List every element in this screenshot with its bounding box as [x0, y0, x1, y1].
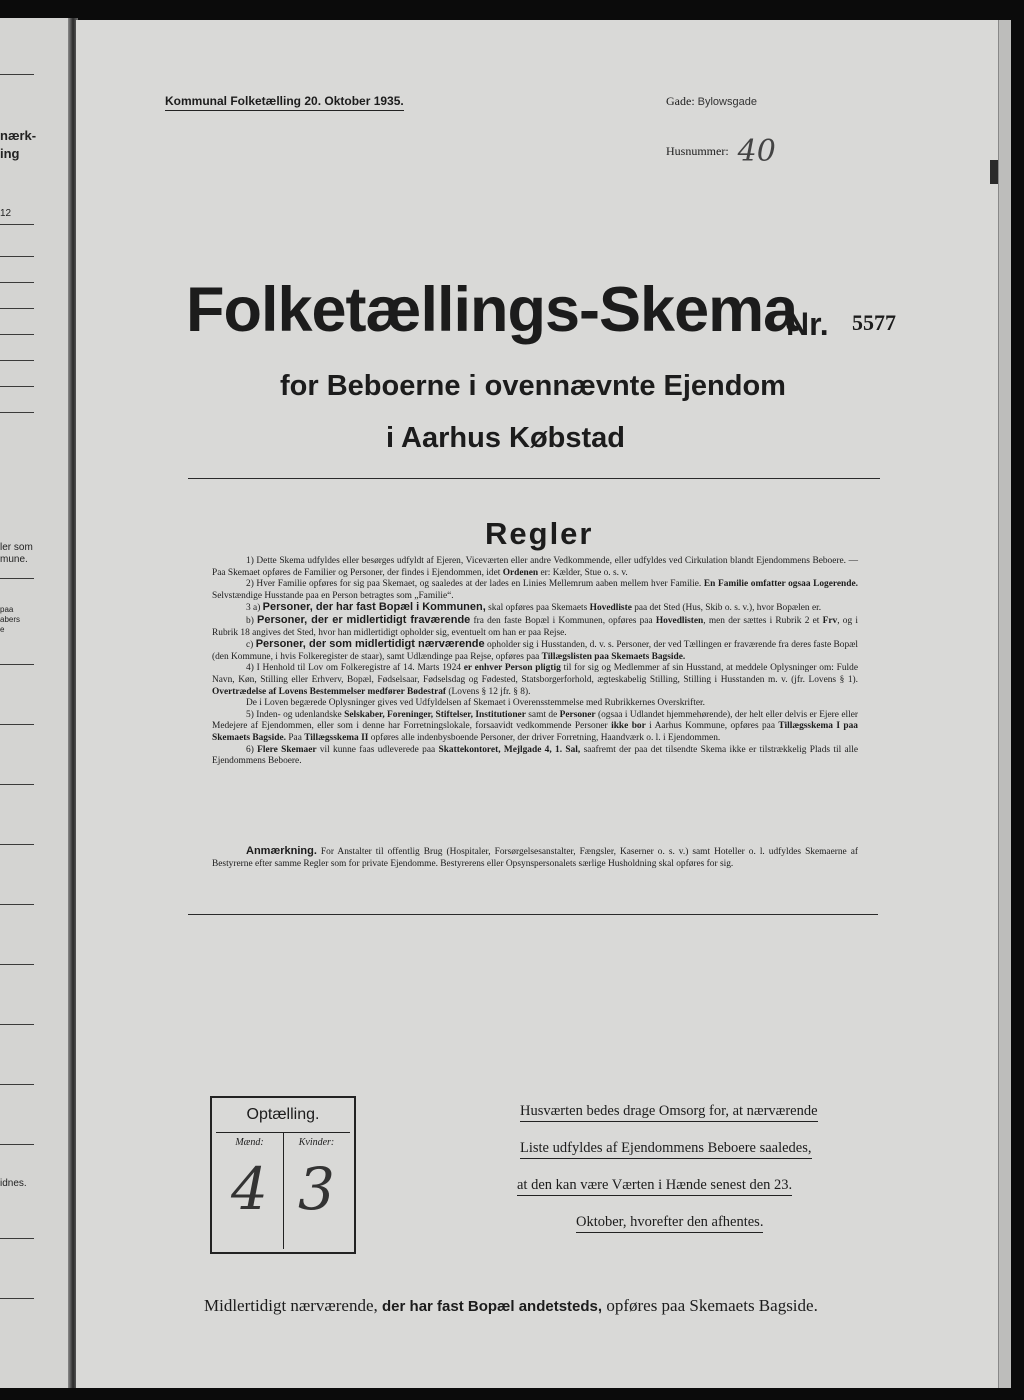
ruled-line [0, 724, 34, 725]
footer-text: Midlertidigt nærværende, [204, 1296, 378, 1315]
fragment-text: nærk- [0, 128, 37, 143]
fragment-text: abers [0, 615, 21, 624]
fragment-text: 12 [0, 208, 12, 219]
notice-line: Oktober, hvorefter den afhentes. [576, 1214, 763, 1233]
fragment-text: ler som [0, 542, 33, 553]
fragment-text: mune. [0, 554, 28, 565]
ruled-line [0, 334, 34, 335]
ruled-line [0, 1238, 34, 1239]
remark-paragraph [212, 846, 858, 870]
men-count-handwritten: 4 [231, 1155, 268, 1223]
ruled-line [0, 74, 34, 75]
street-value: Bylowsgade [697, 96, 757, 108]
ruled-line [0, 412, 34, 413]
ruled-line [0, 386, 34, 387]
footer-text: opføres paa Skemaets Bagside. [606, 1296, 818, 1315]
rule-2: 2) Hver Familie opføres for sig paa Skemaet, og saaledes at der lades en Linies Mellemrum aaben mellem hver Familie. En Familie omfatter ogsaa Logerende. Selvstændige Husstande paa en Person betragtes som „Familie“. [212, 579, 858, 601]
fragment-text: paa [0, 605, 14, 614]
ruled-line [0, 578, 34, 579]
rule-3b: b) Personer, der er midlertidigt fraværende fra den faste Bopæl i Kommunen, opføres paa Hovedlisten, men der sættes i Rubrik 2 et Frv, og i Rubrik 18 angives det Sted, hvor han midlertidigt opholder sig, eventuelt om han er paa Rejse. [212, 613, 859, 638]
ruled-line [0, 360, 34, 361]
remark-text: For Anstalter til offentlig Brug (Hospitaler, Forsørgelsesanstalter, Fængsler, Kaserner o. s. v.) samt Hoteller o. l. udfyldes Skemaerne af Bestyrerne efter samme Regler som for private Ejendomme. Bestyrerens eller Opsynspersonalets særlige Husholdning skal opføres for sig. [212, 847, 859, 869]
ruled-line [0, 282, 34, 283]
footer-instruction [204, 1296, 818, 1316]
notice-line: at den kan være Værten i Hænde senest den 23. [517, 1177, 792, 1196]
number-label: Nr. [786, 306, 829, 342]
rule-4b: De i Loven begærede Oplysninger gives ved Udfyldelsen af Skemaet i Overensstemmelse med Rubrikkernes Overskrifter. [246, 698, 705, 709]
men-label: Mænd: [235, 1137, 264, 1148]
women-label: Kvinder: [298, 1137, 335, 1148]
ruled-line [0, 664, 34, 665]
ruled-line [0, 256, 34, 257]
ruled-line [0, 224, 34, 225]
count-title: Optælling. [246, 1106, 320, 1123]
census-heading: Kommunal Folketælling 20. Oktober 1935. [165, 94, 404, 111]
rule-1: 1) Dette Skema udfyldes eller besørges udfyldt af Ejeren, Viceværten eller andre Vedkommende, eller udfyldes ved Cirkulation blandt Ejendommens Beboere. — Paa Skemaet opføres de Familier og Personer, der findes i Ejendommen, idet Ordenen er: Kælder, Stue o. s. v. [212, 556, 858, 578]
form-title: Folketællings-Skema [186, 275, 798, 345]
ruled-line [0, 1144, 34, 1145]
footer-bold-text: der har fast Bopæl andetsteds, [382, 1298, 603, 1315]
subtitle-town: i Aarhus Købstad [386, 422, 626, 454]
ruled-line [0, 964, 34, 965]
schema-number: 5577 [852, 310, 896, 335]
ruled-line [0, 1084, 34, 1085]
adjacent-page-strip [0, 18, 72, 1388]
fragment-text: e [0, 625, 5, 634]
rule-3c: c) Personer, der som midlertidigt nærværende opholder sig i Husstanden, d. v. s. Personer, der ved Tællingen er fraværende fra deres faste Bopæl (den Kommune, i hvis Folkeregister de staar), samt Udlændinge paa Rejse, opføres paa Tillægslisten paa Skemaets Bagside. [212, 638, 859, 662]
ruled-line [0, 1298, 34, 1299]
rule-6: 6) Flere Skemaer vil kunne faas udleverede paa Skattekontoret, Mejlgade 4, 1. Sal, saafremt der paa det tilsendte Skema ikke er tilstrækkelig Plads til alle Ejendommens Beboere. [212, 744, 859, 767]
ruled-line [0, 1024, 34, 1025]
subtitle-residents: for Beboerne i ovennævnte Ejendom [280, 370, 786, 402]
women-count-handwritten: 3 [298, 1155, 335, 1223]
ruled-line [0, 904, 34, 905]
ruled-line [0, 308, 34, 309]
house-number-field [666, 128, 776, 169]
notice-line: Liste udfyldes af Ejendommens Beboere saaledes, [520, 1140, 812, 1159]
fragment-text: ing [0, 146, 20, 161]
fragment-text: idnes. [0, 1178, 27, 1189]
street-field [666, 94, 757, 109]
ruled-line [0, 784, 34, 785]
house-number-handwritten: 40 [737, 134, 776, 169]
count-box [210, 1096, 356, 1254]
rule-3a: 3 a) Personer, der har fast Bopæl i Kommunen, skal opføres paa Skemaets Hovedliste paa det Sted (Hus, Skib o. s. v.), hvor Bopælen er. [246, 601, 822, 614]
rule-5: 5) Inden- og udenlandske Selskaber, Foreninger, Stiftelser, Institutioner samt de Personer (ogsaa i Udlandet hjemmehørende), der helt eller delvis er Ejere eller Medejere af Ejendommen, eller som i denne har Forretningslokale, forsaavidt vedkommende Personer ikke bor i Aarhus Kommune, opføres paa Tillægsskema I paa Skemaets Bagside. Paa Tillægsskema II opføres alle indenbysboende Personer, der driver Forretning, Haandværk o. l. i Ejendommen. [212, 709, 859, 743]
street-label: Gade: [666, 94, 695, 108]
page-tab-marker [990, 160, 998, 184]
count-table [216, 1132, 350, 1249]
ruled-line [0, 844, 34, 845]
divider-top [188, 478, 880, 479]
house-number-label: Husnummer: [666, 144, 729, 158]
page-edge [998, 20, 1011, 1388]
rules-heading: Regler [485, 516, 594, 551]
rule-4: 4) I Henhold til Lov om Folkeregistre af 14. Marts 1924 er enhver Person pligtig til for sig og Medlemmer af sin Husstand, at meddele Oplysninger om: Fulde Navn, Køn, Stilling eller Erhverv, Bopæl, Fødselsaar, Fødselsdag og Fødested, Statsborgerforhold, ægteskabelig Stilling, Stilling i Husstanden m. v. (jfr. Lovens § 1). Overtrædelse af Lovens Bestemmelser medfører Bødestraf (Lovens § 12 jfr. § 8). [212, 663, 858, 697]
rules-text [212, 556, 858, 768]
divider-bottom [188, 914, 878, 915]
notice-line: Husværten bedes drage Omsorg for, at nærværende [520, 1103, 818, 1122]
remark-label: Anmærkning. [246, 845, 317, 857]
